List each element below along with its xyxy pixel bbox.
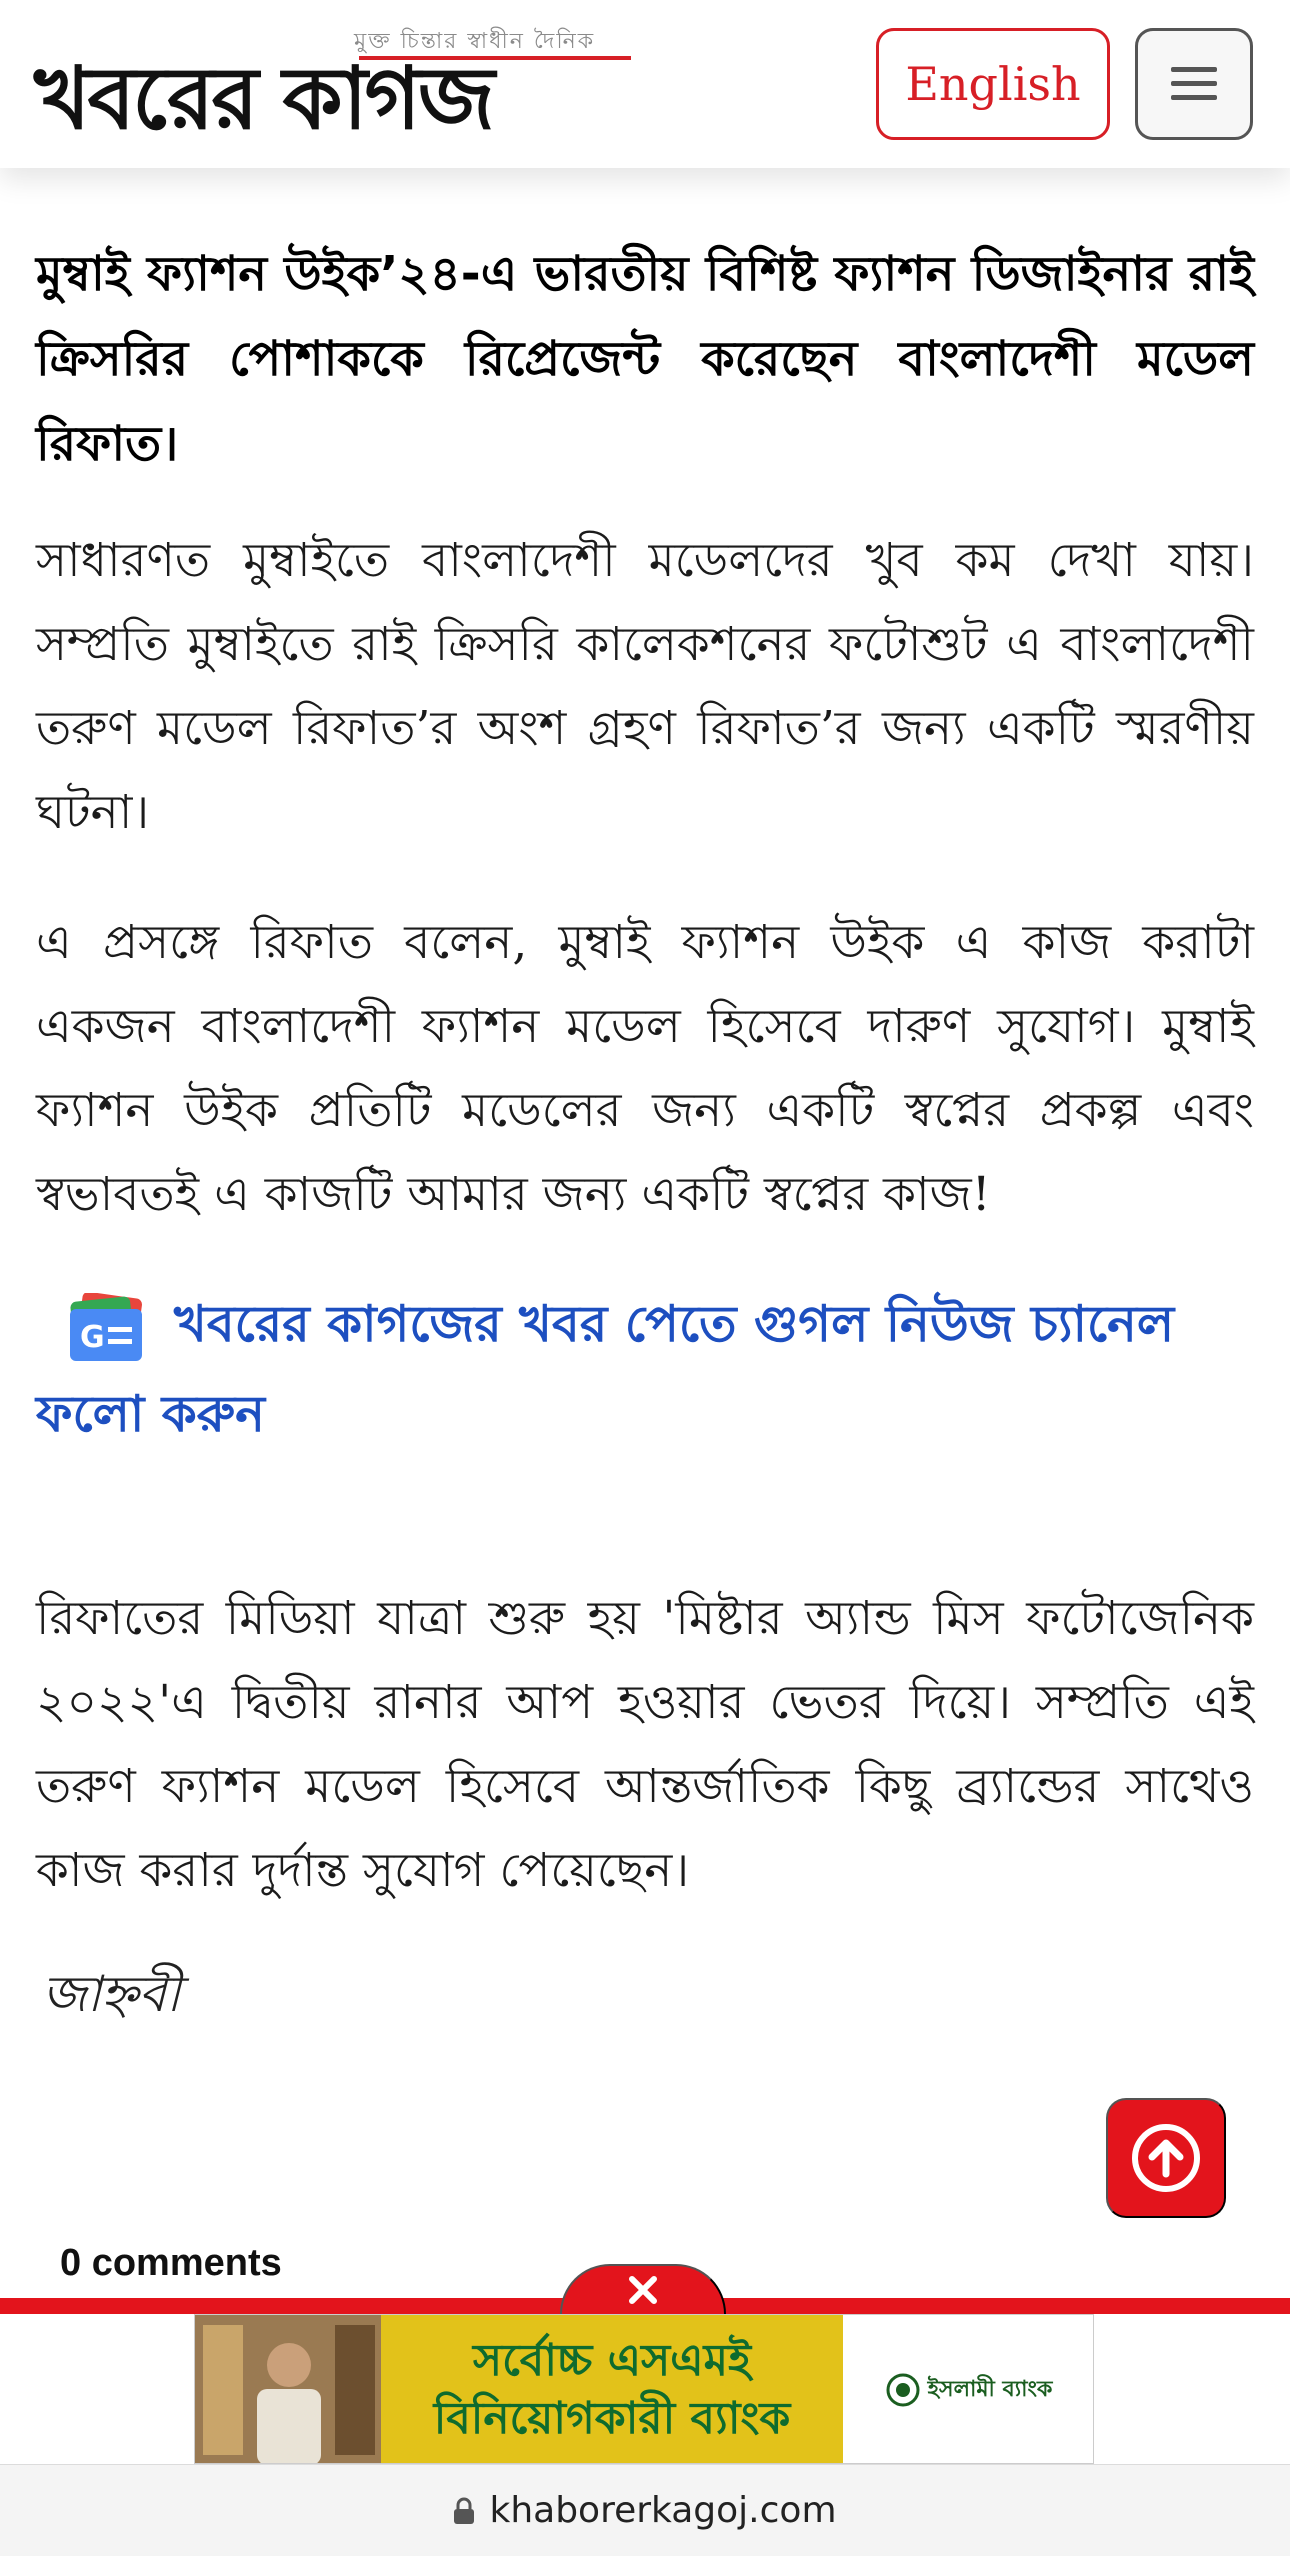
bank-emblem-icon: [886, 2373, 920, 2407]
article-paragraph-1: সাধারণত মুম্বাইতে বাংলাদেশী মডেলদের খুব কম দেখা যায়। সম্প্রতি মুম্বাইতে রাই ক্রিসরি কালেকশনের ফটোশুট এ বাংলাদেশী তরুণ মডেল রিফাত’র অংশ গ্রহণ রিফাত’র জন্য একটি স্মরণীয় ঘটনা।: [36, 533, 1254, 840]
ad-headline-line-2: বিনিয়োগকারী ব্যাংক: [433, 2393, 791, 2444]
article-paragraph-3: রিফাতের মিডিয়া যাত্রা শুরু হয় 'মিষ্টার অ্যান্ড মিস ফটোজেনিক ২০২২'এ দ্বিতীয় রানার আপ হওয়ার ভেতর দিয়ে। সম্প্রতি এই তরুণ ফ্যাশন মডেল হিসেবে আন্তর্জাতিক কিছু ব্র্যান্ডের সাথেও কাজ করার দুর্দান্ত সুযোগ পেয়েছেন।: [36, 1591, 1254, 1898]
ad-close-button[interactable]: [560, 2264, 726, 2316]
site-header: [0, 0, 1290, 168]
ad-banner[interactable]: [194, 2314, 1094, 2464]
menu-button[interactable]: [1135, 28, 1253, 140]
hamburger-menu-icon: [1171, 65, 1217, 103]
ad-bank-name: ইসলামী ব্যাংক: [927, 2376, 1053, 2402]
logo-text: খবরের কাগজ: [34, 49, 492, 149]
arrow-up-icon: [1130, 2122, 1202, 2194]
svg-text:G: G: [80, 1319, 105, 1355]
google-news-icon: [66, 1293, 150, 1363]
comments-count[interactable]: 0 comments: [60, 2242, 282, 2284]
url-text: khaborerkagoj.com: [489, 2490, 837, 2531]
site-logo[interactable]: [34, 22, 639, 150]
google-news-follow-link[interactable]: [36, 1279, 1254, 1459]
ad-banner-container: [0, 2264, 1290, 2464]
close-icon: [628, 2275, 658, 2305]
google-news-link-text: খবরের কাগজের খবর পেতে গুগল নিউজ চ্যানেল ফলো করুন: [36, 1295, 1175, 1443]
ad-headline-area: [381, 2315, 843, 2464]
ad-photo: [195, 2315, 381, 2464]
logo-tagline: মুক্ত চিন্তার স্বাধীন দৈনিক: [354, 29, 596, 54]
article-lead: মুম্বাই ফ্যাশন উইক’২৪-এ ভারতীয় বিশিষ্ট ফ্যাশন ডিজাইনার রাই ক্রিসরির পোশাককে রিপ্রেজেন্ট করেছেন বাংলাদেশী মডেল রিফাত।: [36, 246, 1254, 472]
article-author: জাহ্নবী: [42, 1965, 181, 2023]
ad-headline-line-1: সর্বোচ্চ এসএমই: [473, 2335, 751, 2386]
ad-bank-logo: [843, 2315, 1094, 2464]
scroll-to-top-button[interactable]: [1106, 2098, 1226, 2218]
lock-icon: [453, 2497, 475, 2525]
browser-url-bar[interactable]: [0, 2464, 1290, 2556]
article-body: [36, 232, 1254, 2040]
article-paragraph-2: এ প্রসঙ্গে রিফাত বলেন, মুম্বাই ফ্যাশন উইক এ কাজ করাটা একজন বাংলাদেশী ফ্যাশন মডেল হিসেবে দারুণ সুযোগ। মুম্বাই ফ্যাশন উইক প্রতিটি মডেলের জন্য একটি স্বপ্নের প্রকল্প এবং স্বভাবতই এ কাজটি আমার জন্য একটি স্বপ্নের কাজ!: [36, 915, 1254, 1222]
english-language-button[interactable]: English: [876, 28, 1110, 140]
